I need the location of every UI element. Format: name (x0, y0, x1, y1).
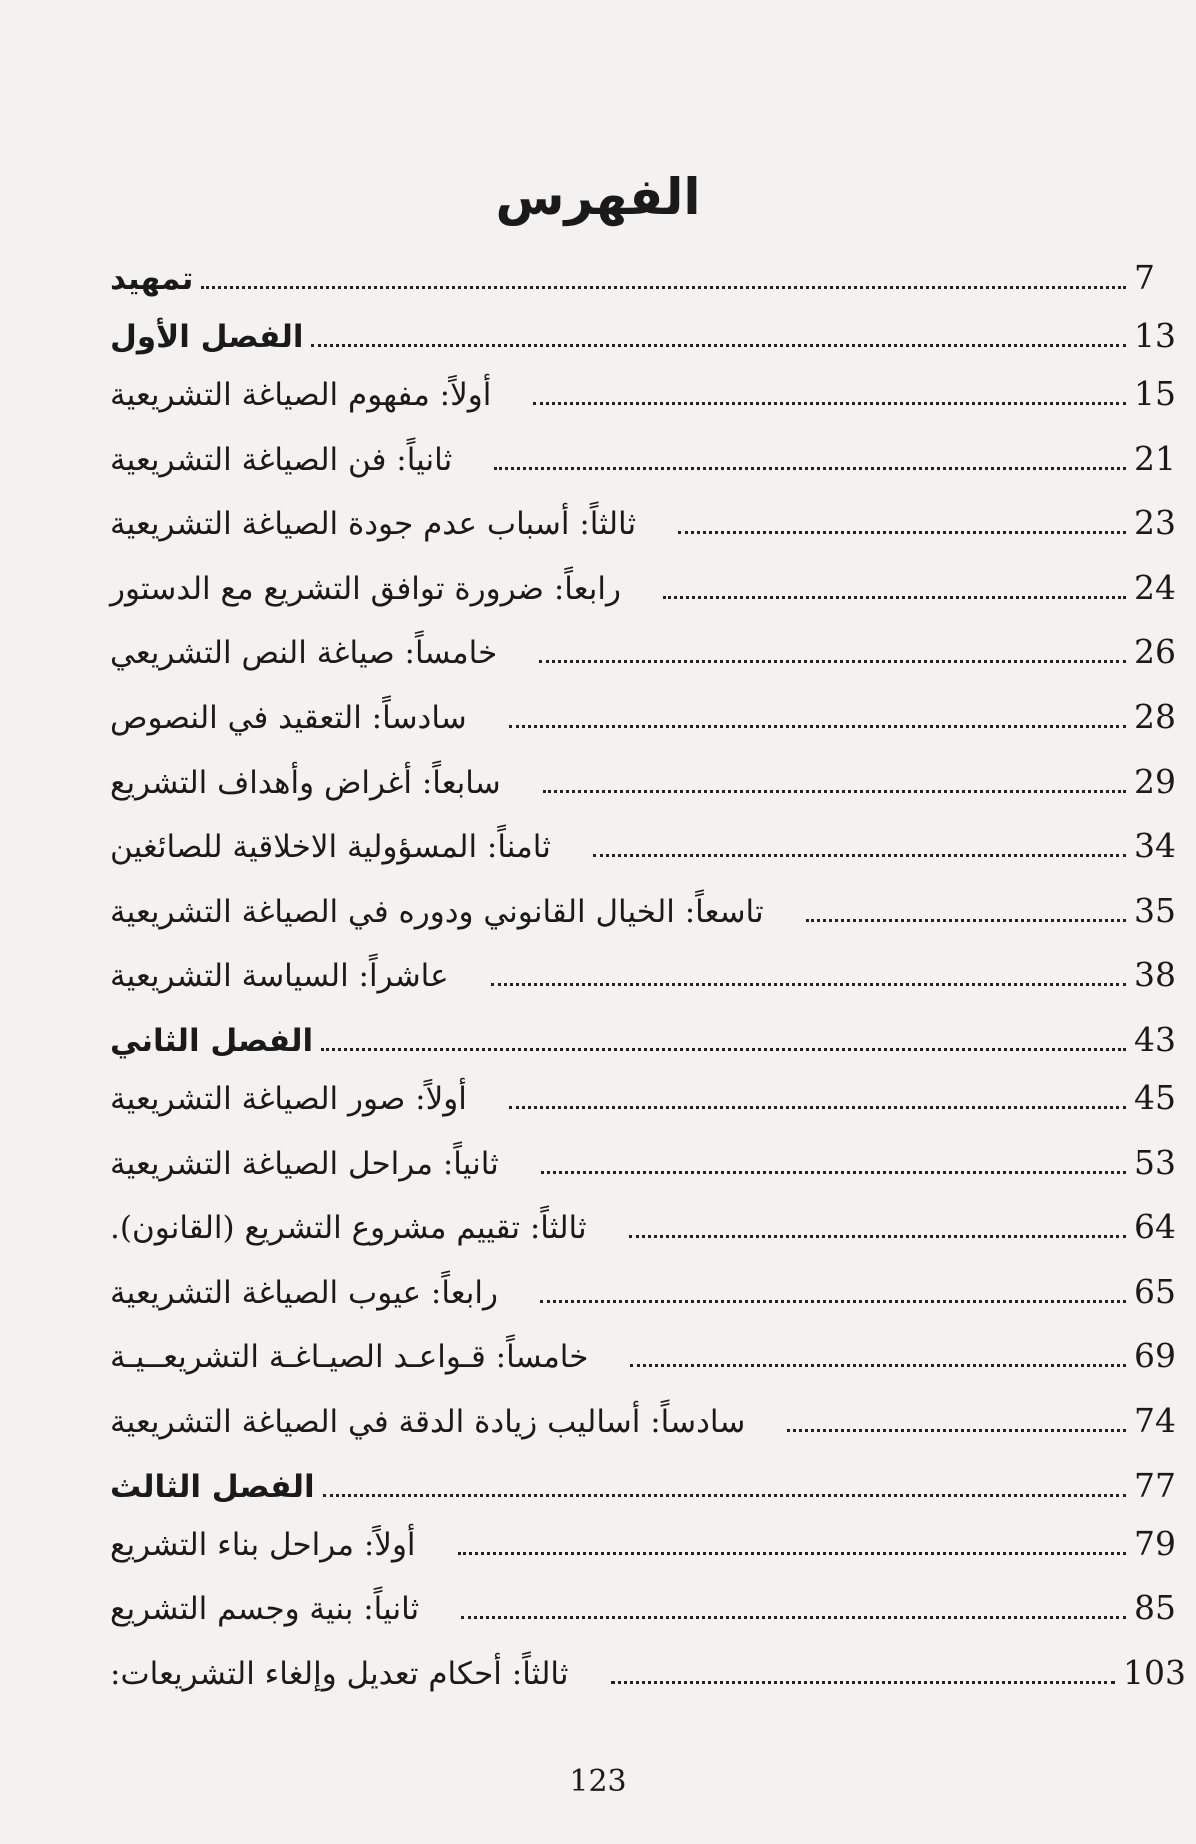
toc-entry-label: سادساً: أساليب زيادة الدقة في الصياغة التشريعية (110, 1403, 746, 1440)
toc-entry (110, 826, 1186, 891)
dot-leader (539, 660, 1126, 663)
toc-entry-label: أولاً: مراحل بناء التشريع (110, 1526, 416, 1563)
toc-entry-label: خامساً: صياغة النص التشريعي (110, 635, 498, 672)
dot-leader (509, 1106, 1126, 1109)
toc-entry-label: ثانياً: بنية وجسم التشريع (110, 1591, 420, 1628)
toc-entry-page: 7 (1134, 258, 1155, 297)
toc-entry-label: أولاً: صور الصياغة التشريعية (110, 1080, 467, 1117)
dot-leader (311, 344, 1126, 347)
dot-leader (678, 531, 1126, 534)
dot-leader (494, 467, 1126, 470)
toc-entry-label: رابعاً: عيوب الصياغة التشريعية (110, 1274, 498, 1311)
toc-entry-label: الفصل الثاني (110, 1022, 314, 1059)
toc-entry-label: الفصل الثالث (110, 1468, 315, 1505)
toc-entry-page: 53 (1134, 1142, 1176, 1182)
toc-entry (110, 503, 1186, 568)
page-number: 123 (569, 1764, 627, 1799)
dot-leader (611, 1681, 1115, 1684)
toc-entry (110, 1143, 1186, 1208)
toc-entry (110, 1336, 1186, 1401)
toc-entry-page: 26 (1134, 632, 1176, 672)
toc-entry (110, 1078, 1186, 1143)
toc-entry-page: 38 (1134, 955, 1176, 995)
toc-entry (110, 1524, 1186, 1589)
toc-entry-page: 34 (1134, 826, 1176, 866)
toc-entry-label: رابعاً: ضرورة توافق التشريع مع الدستور (110, 570, 621, 607)
dot-leader (629, 1235, 1126, 1238)
toc-entry (110, 374, 1186, 439)
toc-entry-page: 85 (1134, 1588, 1176, 1628)
toc-chapter-entry (110, 258, 1186, 316)
toc-chapter-entry (110, 316, 1186, 374)
dot-leader (491, 983, 1126, 986)
dot-leader (543, 790, 1126, 793)
toc-entry-page: 79 (1134, 1523, 1176, 1563)
dot-leader (806, 919, 1126, 922)
toc-entry (110, 439, 1186, 504)
toc-entry-page: 21 (1134, 438, 1176, 478)
toc-entry (110, 955, 1186, 1020)
toc-entry (110, 762, 1186, 827)
table-of-contents (110, 258, 1186, 1717)
toc-entry-page: 74 (1134, 1400, 1176, 1440)
toc-entry-label: تمهيد (110, 261, 194, 297)
toc-entry (110, 697, 1186, 762)
dot-leader (541, 1171, 1126, 1174)
dot-leader (321, 1048, 1126, 1051)
toc-entry-page: 29 (1134, 761, 1176, 801)
toc-entry-label: ثامناً: المسؤولية الاخلاقية للصائغين (110, 829, 551, 866)
toc-entry-page: 77 (1134, 1465, 1176, 1505)
toc-entry-label: ثالثاً: أسباب عدم جودة الصياغة التشريعية (110, 506, 637, 543)
toc-entry-page: 35 (1134, 890, 1176, 930)
toc-entry-page: 64 (1134, 1207, 1176, 1247)
toc-entry-page: 23 (1134, 503, 1176, 543)
dot-leader (663, 596, 1126, 599)
page-title: الفهرس (495, 168, 701, 226)
toc-entry-page: 45 (1134, 1077, 1176, 1117)
toc-entry-page: 43 (1134, 1019, 1176, 1059)
toc-entry-label: ثالثاً: تقييم مشروع التشريع (القانون). (110, 1210, 587, 1247)
toc-entry-label: عاشراً: السياسة التشريعية (110, 958, 449, 995)
dot-leader (630, 1364, 1126, 1367)
toc-entry-page: 28 (1134, 696, 1176, 736)
toc-entry (110, 632, 1186, 697)
toc-entry-label: أولاً: مفهوم الصياغة التشريعية (110, 377, 492, 413)
dot-leader (533, 402, 1126, 405)
toc-entry-label: ثانياً: مراحل الصياغة التشريعية (110, 1145, 499, 1182)
dot-leader (201, 286, 1126, 289)
toc-entry-label: ثالثاً: أحكام تعديل وإلغاء التشريعات: (110, 1655, 569, 1692)
toc-entry-label: خامساً: قـواعـد الصيـاغـة التشريعــيـة (110, 1339, 589, 1376)
toc-entry-label: تاسعاً: الخيال القانوني ودوره في الصياغة التشريعية (110, 893, 764, 930)
dot-leader (461, 1616, 1126, 1619)
toc-entry-page: 13 (1134, 316, 1176, 355)
toc-entry-label: سابعاً: أغراض وأهداف التشريع (110, 764, 501, 801)
toc-entry-label: ثانياً: فن الصياغة التشريعية (110, 441, 453, 478)
dot-leader (540, 1300, 1126, 1303)
toc-entry-page: 69 (1134, 1336, 1176, 1376)
toc-chapter-entry (110, 1466, 1186, 1524)
toc-entry (110, 1653, 1186, 1718)
toc-entry (110, 1207, 1186, 1272)
dot-leader (593, 854, 1126, 857)
toc-entry (110, 891, 1186, 956)
toc-entry (110, 568, 1186, 633)
dot-leader (509, 725, 1126, 728)
toc-entry-page: 103 (1123, 1652, 1186, 1692)
toc-entry (110, 1401, 1186, 1466)
toc-entry-label: سادساً: التعقيد في النصوص (110, 699, 467, 736)
dot-leader (458, 1552, 1126, 1555)
toc-chapter-entry (110, 1020, 1186, 1078)
toc-entry (110, 1272, 1186, 1337)
dot-leader (323, 1494, 1126, 1497)
toc-entry-page: 24 (1134, 567, 1176, 607)
toc-entry-label: الفصل الأول (110, 319, 304, 355)
dot-leader (787, 1429, 1126, 1432)
toc-entry (110, 1588, 1186, 1653)
toc-entry-page: 15 (1134, 374, 1176, 413)
toc-entry-page: 65 (1134, 1271, 1176, 1311)
